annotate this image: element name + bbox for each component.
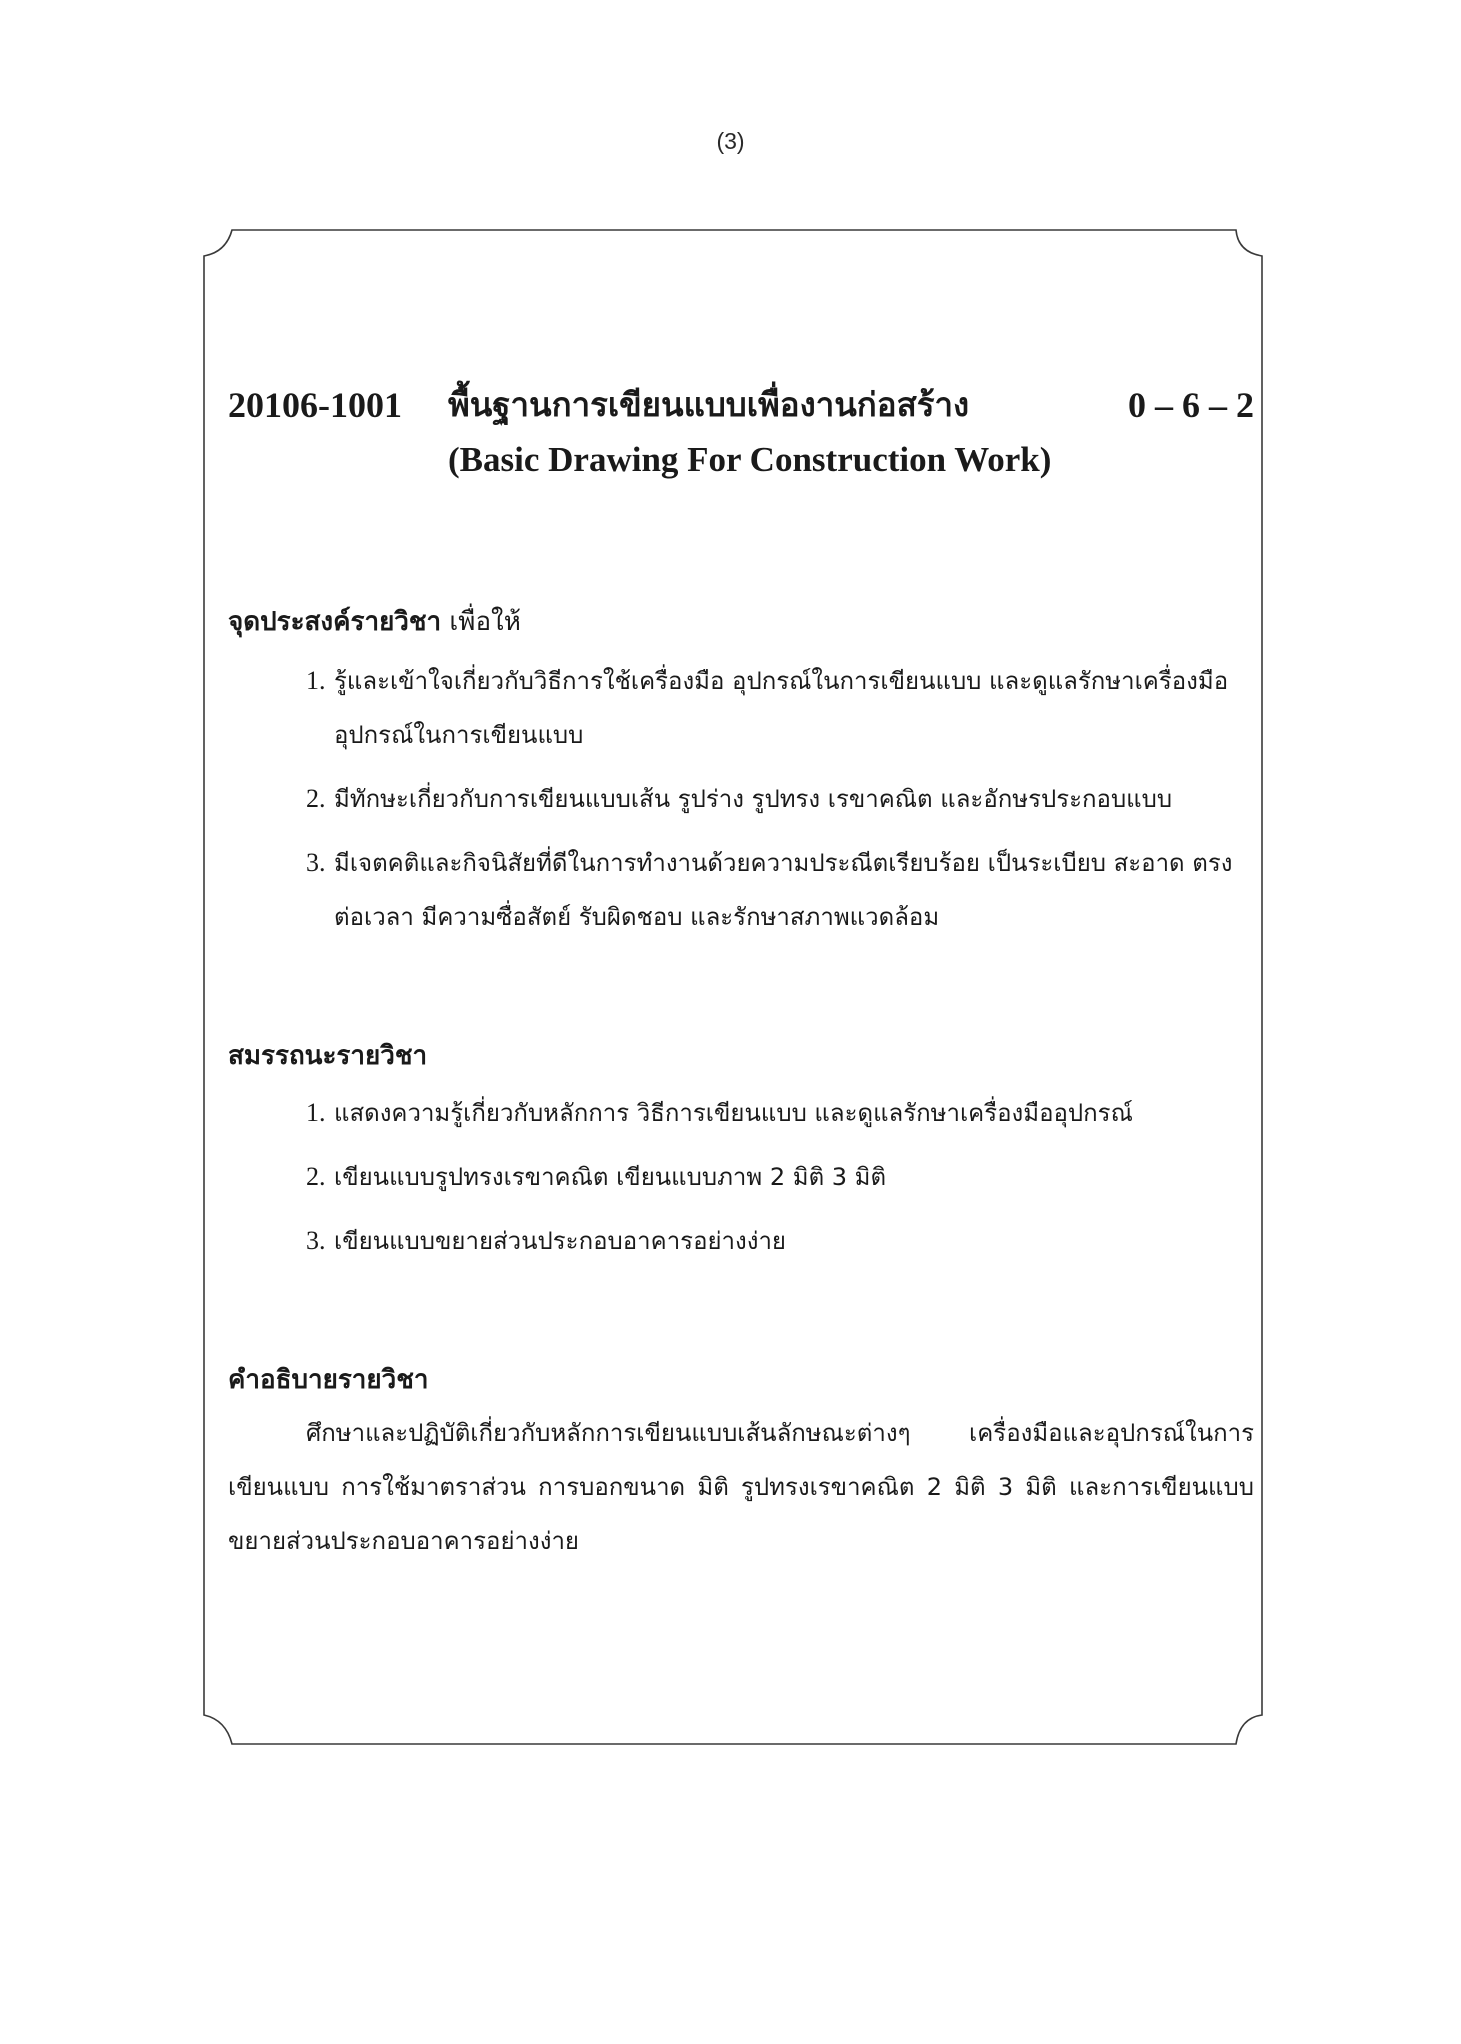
competencies-heading: สมรรถนะรายวิชา [228, 1041, 428, 1071]
list-item [228, 772, 1254, 826]
course-credits: 0 – 6 – 2 [1128, 385, 1254, 425]
description-heading: คำอธิบายรายวิชา [228, 1365, 429, 1395]
item-text: เขียนแบบขยายส่วนประกอบอาคารอย่างง่าย [334, 1227, 786, 1255]
course-title-english: (Basic Drawing For Construction Work) [448, 440, 1052, 479]
list-item [228, 1214, 1254, 1268]
objectives-heading-suffix: เพื่อให้ [441, 607, 521, 637]
objectives-section [228, 600, 1254, 944]
item-number: 3. [306, 848, 326, 877]
item-text: มีเจตคติและกิจนิสัยที่ดีในการทำงานด้วยความประณีตเรียบร้อย เป็นระเบียบ สะอาด ตรงต่อเวลา มีความซื่อสัตย์ รับผิดชอบ และรักษาสภาพแวดล้อม [334, 849, 1233, 931]
objectives-heading [228, 600, 1254, 644]
competencies-section [228, 1034, 1254, 1268]
item-text: รู้และเข้าใจเกี่ยวกับวิธีการใช้เครื่องมือ อุปกรณ์ในการเขียนแบบ และดูแลรักษาเครื่องมืออุปกรณ์ในการเขียนแบบ [334, 667, 1229, 749]
description-text: ศึกษาและปฏิบัติเกี่ยวกับหลักการเขียนแบบเส้นลักษณะต่างๆ เครื่องมือและอุปกรณ์ในการเขียนแบบ การใช้มาตราส่วน การบอกขนาด มิติ รูปทรงเรขาคณิต 2 มิติ 3 มิติ และการเขียนแบบขยายส่วนประกอบอาคารอย่างง่าย [228, 1419, 1254, 1555]
page-number: (3) [716, 128, 745, 154]
course-title-thai: พื้นฐานการเขียนแบบเพื่องานก่อสร้าง [448, 385, 970, 424]
objectives-heading-text: จุดประสงค์รายวิชา [228, 607, 442, 637]
course-content [228, 380, 1254, 1568]
item-number: 1. [306, 1098, 326, 1127]
description-section [228, 1358, 1254, 1568]
competencies-list [228, 1086, 1254, 1268]
objectives-list [228, 654, 1254, 944]
list-item [228, 654, 1254, 762]
item-text: มีทักษะเกี่ยวกับการเขียนแบบเส้น รูปร่าง รูปทรง เรขาคณิต และอักษรประกอบแบบ [334, 785, 1173, 813]
item-number: 3. [306, 1226, 326, 1255]
item-text: เขียนแบบรูปทรงเรขาคณิต เขียนแบบภาพ 2 มิติ 3 มิติ [334, 1163, 887, 1191]
item-text: แสดงความรู้เกี่ยวกับหลักการ วิธีการเขียนแบบ และดูแลรักษาเครื่องมืออุปกรณ์ [334, 1099, 1133, 1127]
list-item [228, 836, 1254, 944]
list-item [228, 1086, 1254, 1140]
item-number: 1. [306, 666, 326, 695]
list-item [228, 1150, 1254, 1204]
item-number: 2. [306, 1162, 326, 1191]
course-header [228, 380, 1254, 500]
item-number: 2. [306, 784, 326, 813]
course-code: 20106-1001 [228, 385, 402, 425]
